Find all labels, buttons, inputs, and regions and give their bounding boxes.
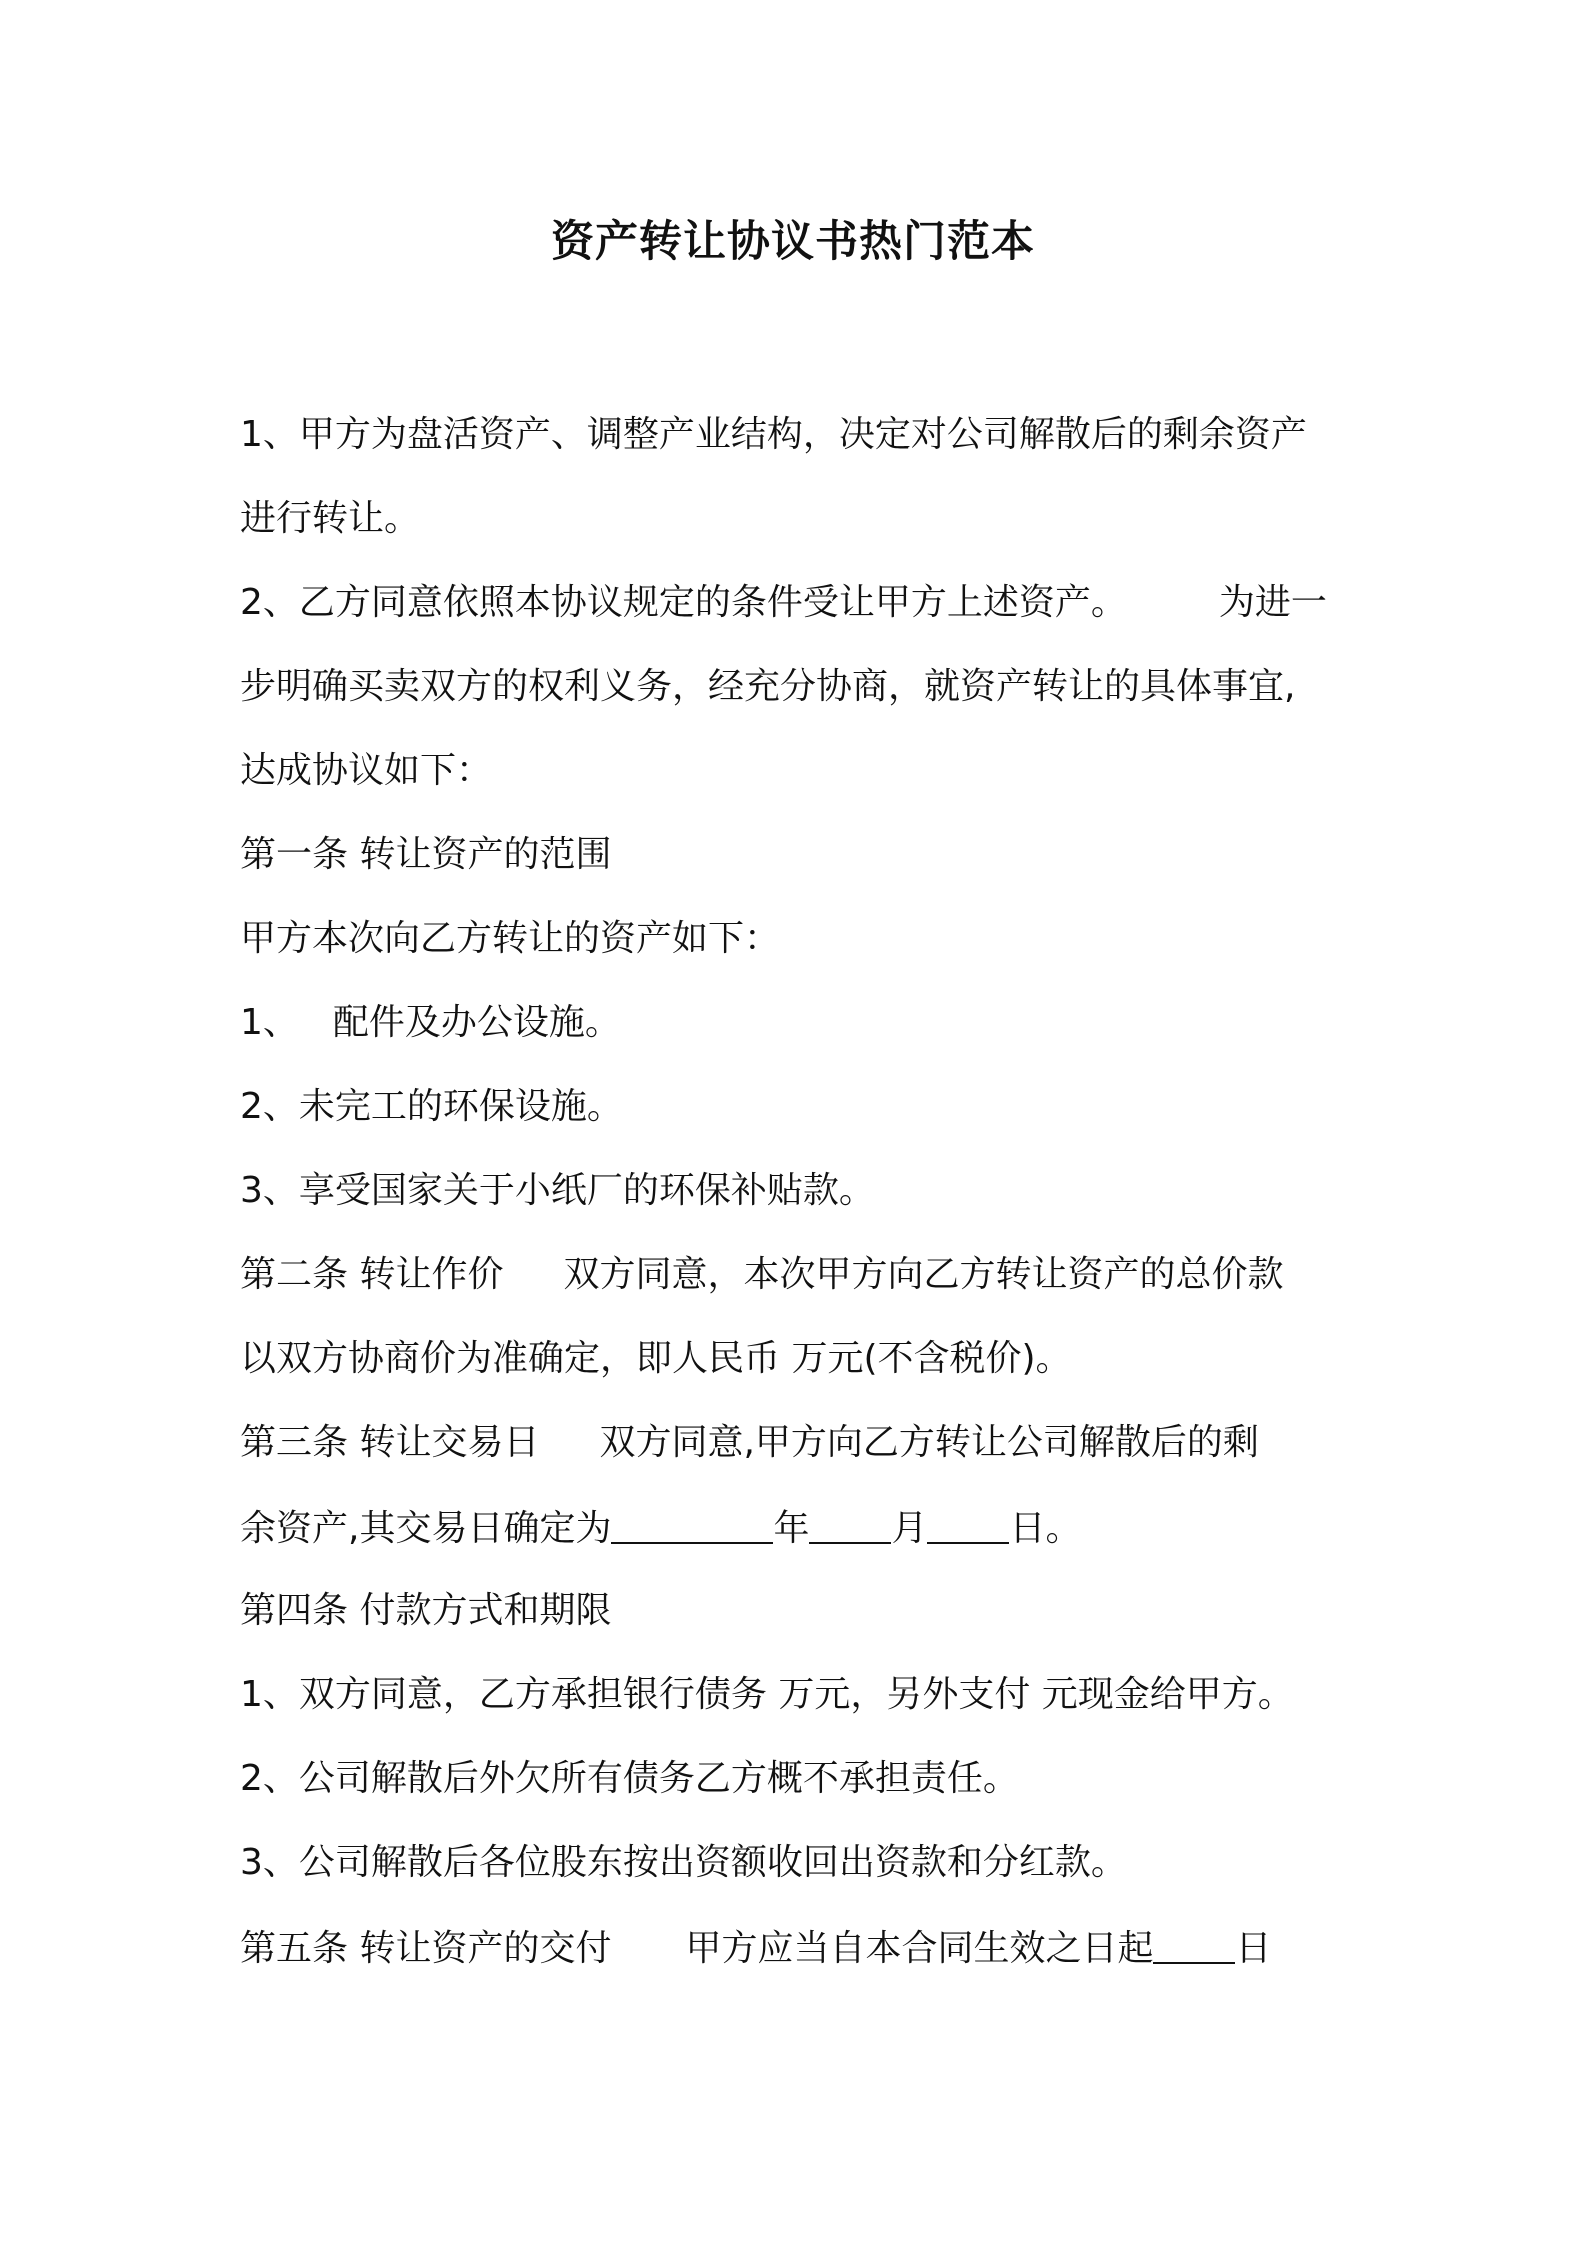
list-text: 1、双方同意，乙方承担银行债务 万元，另外支付 元现金给甲方。 [240, 1674, 1294, 1715]
article-heading-text: 第二条 转让作价 [240, 1254, 504, 1295]
list-item [240, 1754, 1350, 1804]
paragraph-line [240, 1502, 1350, 1554]
clause-text: 余资产,其交易日确定为 [240, 1508, 612, 1549]
paragraph-line [240, 410, 1350, 460]
fill-in-blank [809, 1506, 891, 1544]
paragraph-line [240, 746, 1350, 796]
clause-text: 甲方本次向乙方转让的资产如下： [240, 918, 781, 959]
paragraph-line [240, 1334, 1350, 1384]
paragraph-line [240, 494, 1350, 544]
clause-text: 日。 [1009, 1508, 1082, 1549]
clause-text: 双方同意，本次甲方向乙方转让资产的总价款 [563, 1254, 1284, 1295]
article-heading-text: 第一条 转让资产的范围 [240, 834, 612, 875]
clause-text: 月 [891, 1508, 928, 1549]
paragraph-line [240, 662, 1350, 712]
fill-in-blank [1153, 1926, 1235, 1964]
list-item [240, 1838, 1350, 1888]
list-item [240, 998, 1350, 1048]
clause-text: 进行转让。 [240, 498, 421, 539]
paragraph-line [240, 578, 1350, 628]
fill-in-blank [611, 1506, 773, 1544]
list-item [240, 1166, 1350, 1216]
paragraph-line [240, 1922, 1350, 1974]
clause-text: 双方同意,甲方向乙方转让公司解散后的剩 [599, 1422, 1259, 1463]
clause-text: 日 [1235, 1928, 1272, 1969]
article-heading [240, 1586, 1350, 1636]
list-text: 3、公司解散后各位股东按出资额收回出资款和分红款。 [240, 1842, 1127, 1883]
article-heading-text: 第四条 付款方式和期限 [240, 1590, 612, 1631]
clause-text: 步明确买卖双方的权利义务，经充分协商，就资产转让的具体事宜, [240, 666, 1296, 707]
article-heading [240, 830, 1350, 880]
article-heading-text: 第三条 转让交易日 [240, 1422, 540, 1463]
document-title: 资产转让协议书热门范本 [551, 217, 1035, 267]
fill-in-blank [927, 1506, 1009, 1544]
clause-text: 以双方协商价为准确定，即人民币 万元(不含税价)。 [240, 1338, 1072, 1379]
clause-text: 1、甲方为盘活资产、调整产业结构，决定对公司解散后的剩余资产 [240, 414, 1307, 455]
clause-text: 达成协议如下： [240, 750, 493, 791]
list-item [240, 1082, 1350, 1132]
clause-text: 甲方应当自本合同生效之日起 [685, 1928, 1154, 1969]
paragraph-line [240, 914, 1350, 964]
list-item [240, 1670, 1350, 1720]
list-number: 1、 [240, 1002, 299, 1043]
clause-text: 年 [773, 1508, 810, 1549]
list-text: 2、公司解散后外欠所有债务乙方概不承担责任。 [240, 1758, 1019, 1799]
list-text: 配件及办公设施。 [332, 1002, 621, 1043]
clause-text: 2、乙方同意依照本协议规定的条件受让甲方上述资产。 [240, 582, 1127, 623]
article-heading-text: 第五条 转让资产的交付 [240, 1928, 612, 1969]
clause-text: 为进一 [1218, 582, 1327, 623]
paragraph-line [240, 1418, 1350, 1468]
list-text: 2、未完工的环保设施。 [240, 1086, 623, 1127]
paragraph-line [240, 1250, 1350, 1300]
list-text: 3、享受国家关于小纸厂的环保补贴款。 [240, 1170, 875, 1211]
